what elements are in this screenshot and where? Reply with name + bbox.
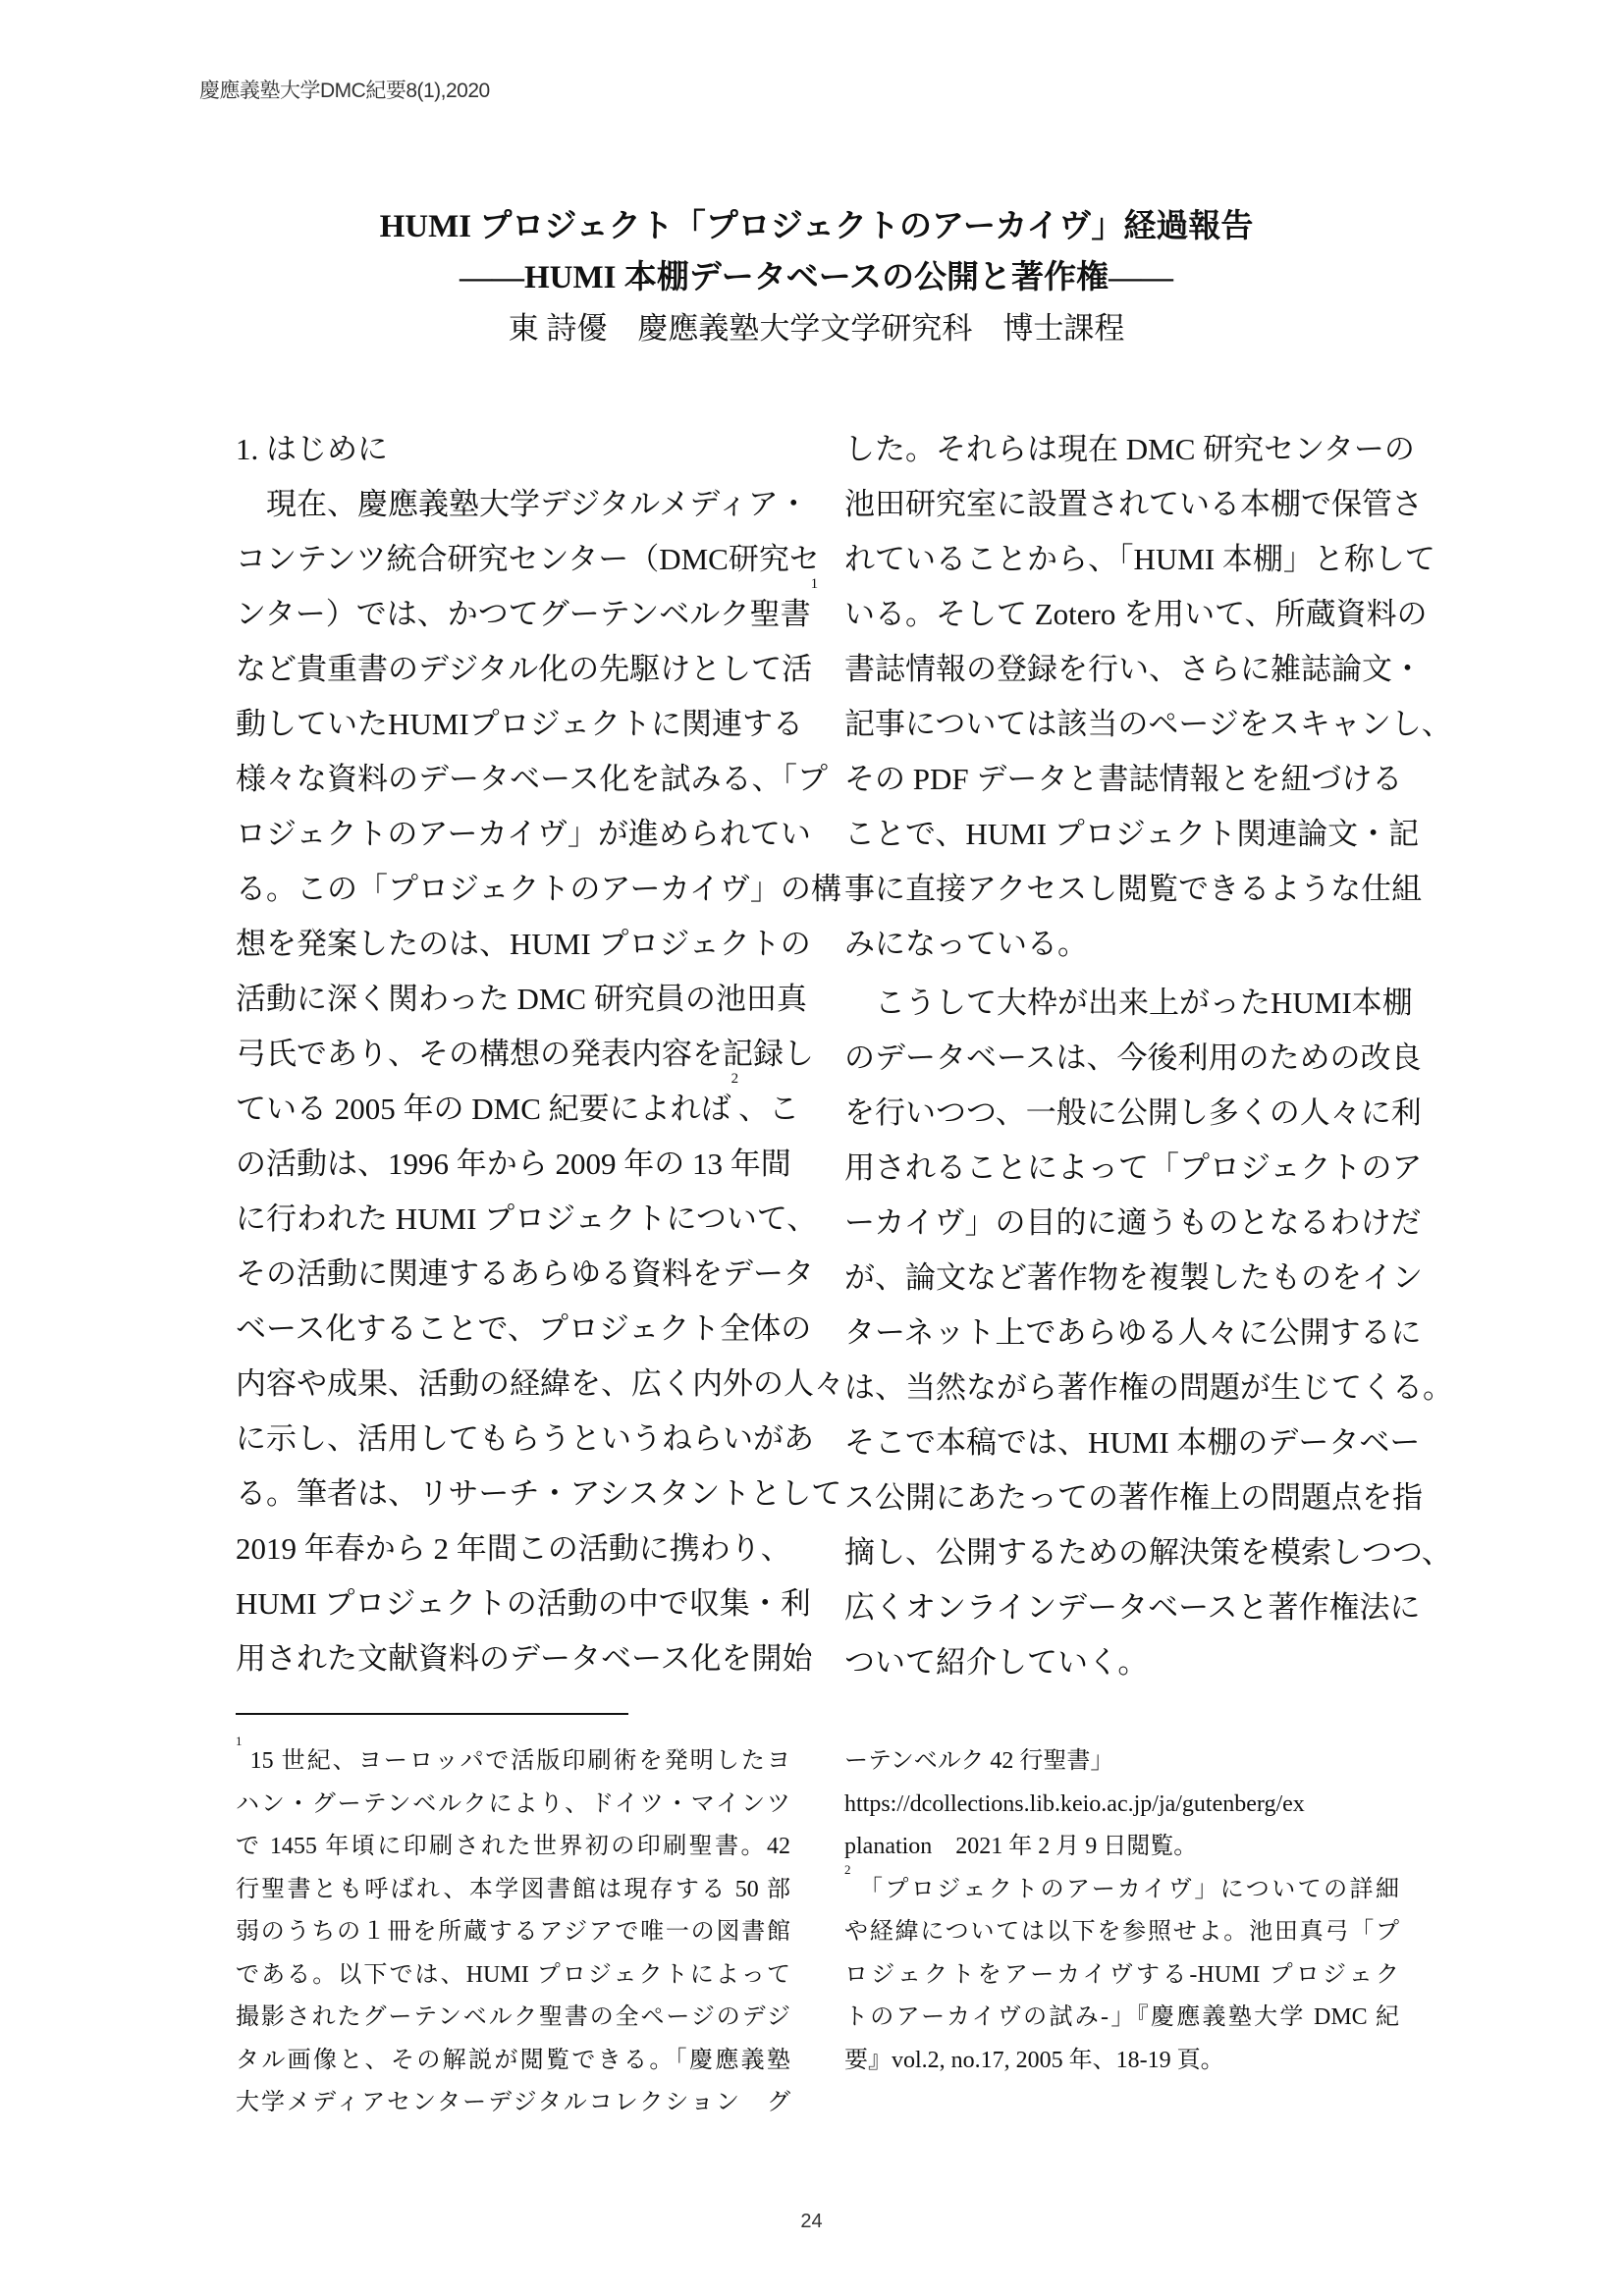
line-text: 摘し、公開するための解決策を模索しつつ、 [844,1535,1452,1570]
line-text: 事に直接アクセスし閲覧できるような仕組 [844,872,1423,906]
line-text: 行聖書とも呼ばれ、本学図書館は現存する 50 部 [236,1876,790,1902]
footnote-line [844,1826,1399,1869]
line-text: ーカイヴ」の目的に適うものとなるわけだ [844,1205,1422,1240]
body-line [236,1247,814,1302]
body-line [236,1467,842,1522]
line-text: こうして大枠が出来上がったHUMI本棚 [844,986,1413,1020]
footnote-line [236,1997,790,2040]
line-text: で 1455 年頃に印刷された世界初の印刷聖書。42 [236,1834,790,1859]
footnote-line [844,1784,1399,1827]
line-text: ロジェクトをアーカイヴする-HUMI プロジェク [844,1961,1399,1988]
body-line [236,1027,814,1082]
page-number: 24 [800,2211,823,2232]
body-line [844,477,1423,532]
body-line [236,532,820,587]
line-text: が、論文など著作物を複製したものをイン [844,1260,1423,1295]
line-text: https://dcollections.lib.keio.ac.jp/ja/gutenberg/ex [844,1790,1305,1817]
line-text: 動していたHUMIプロジェクトに関連する [236,707,804,741]
line-text: など貴重書のデジタル化の先駆けとして活 [236,652,813,686]
body-line [844,697,1452,752]
line-text: を行いつつ、一般に公開し多くの人々に利 [844,1095,1422,1130]
line-text: 要』vol.2, no.17, 2005 年、18-19 頁。 [844,2047,1224,2073]
body-line [236,477,809,532]
body-line [844,1141,1423,1196]
footnote-line [844,1911,1399,1954]
body-line [236,1412,814,1467]
body-line [236,1357,844,1412]
line-text: ことで、HUMI プロジェクト関連論文・記 [844,817,1420,851]
line-text: 撮影されたグーテンベルク聖書の全ページのデジ [236,2004,790,2030]
line-text: 記事については該当のページをスキャンし、 [844,707,1452,741]
line-text: 書誌情報の登録を行い、さらに雑誌論文・ [844,652,1423,686]
footnote-line [844,2040,1399,2083]
body-line [844,917,1396,972]
body-line [236,1192,818,1247]
line-text: である。以下では、HUMI プロジェクトによって [236,1961,790,1988]
footnote-line [236,2040,790,2083]
body-line [236,1576,811,1631]
line-text: 現在、慶應義塾大学デジタルメディア・ [236,487,809,521]
body-line [236,697,804,752]
line-text: ス公開にあたっての著作権上の問題点を指 [844,1480,1423,1515]
body-line [236,807,811,862]
line-text: 2019 年春から 2 年間この活動に携わり、 [236,1531,791,1566]
line-text: 弱のうちの１冊を所蔵するアジアで唯一の図書館 [236,1919,790,1945]
line-text: のデータベースは、今後利用のための改良 [844,1041,1422,1075]
footnote-line [236,1911,790,1954]
body-line [236,642,813,697]
body-line [844,1251,1423,1306]
footnote-line [236,1826,790,1869]
line-text: 「プロジェクトのアーカイヴ」についての詳細 [850,1876,1399,1902]
line-text: した。それらは現在 DMC 研究センターの [844,432,1415,466]
body-column-left [236,422,844,1686]
body-line [844,976,1413,1031]
body-line [844,1525,1452,1580]
line-text: の活動は、1996 年から 2009 年の 13 年間 [236,1147,791,1181]
line-text: 広くオンラインデータベースと著作権法に [844,1590,1421,1625]
line-text: ている 2005 年の DMC 紀要によれば [236,1092,731,1126]
line-text: その PDF データと書誌情報とを紐づける [844,762,1403,796]
line-text: ンター）では、かつてグーテンベルク聖書 [236,597,811,631]
footnote-line [236,1869,790,1912]
body-line [844,587,1428,642]
footnote-line [844,1954,1399,1998]
footnote-line [236,1954,790,1998]
line-text: は、当然ながら著作権の問題が生じてくる。 [844,1370,1453,1405]
body-line [844,1470,1423,1525]
body-line [236,917,811,972]
line-text: ーテンベルク 42 行聖書」 [844,1748,1114,1774]
line-text: コンテンツ統合研究センター（DMC研究セ [236,542,820,576]
line-text: HUMI プロジェクトの活動の中で収集・利 [236,1586,811,1621]
line-text: 弓氏であり、その構想の発表内容を記録し [236,1037,814,1071]
body-line [236,752,828,807]
line-text: る。筆者は、リサーチ・アシスタントとして [236,1476,842,1511]
body-line [844,807,1420,862]
line-text: そこで本稿では、HUMI 本棚のデータベー [844,1425,1421,1460]
line-text: 大学メディアセンターデジタルコレクション グ [236,2090,790,2115]
line-text: ハン・グーテンベルクにより、ドイツ・マインツ [236,1790,790,1817]
body-line [236,1302,812,1357]
footnotes-left [236,1734,790,2125]
footnotes-right [844,1740,1399,2082]
title-block [0,201,1623,354]
footnote-line [844,1861,1399,1912]
body-line [844,1031,1422,1086]
line-text: に行われた HUMI プロジェクトについて、 [236,1201,818,1236]
footnote-marker: 2 [844,1861,851,1877]
line-text: タル画像と、その解説が閲覧できる。「慶應義塾 [236,2047,790,2073]
line-text: に示し、活用してもらうというねらいがあ [236,1421,814,1456]
line-text: 想を発案したのは、HUMI プロジェクトの [236,927,811,961]
line-text: 1. はじめに [236,432,388,466]
article-subtitle: ――HUMI 本棚データベースの公開と著作権―― [459,260,1174,295]
footnote-reference: 1 [810,576,819,592]
footnote-line [236,2082,790,2125]
body-line [844,1635,1396,1690]
line-text: れていることから、「HUMI 本棚」と称して [844,542,1435,576]
body-line [844,532,1435,587]
body-line [844,1196,1422,1251]
running-head: 慶應義塾大学DMC紀要8(1),2020 [199,80,490,102]
body-line [236,1631,813,1686]
body-line [236,862,841,917]
article-author: 東 詩優 慶應義塾大学文学研究科 博士課程 [508,311,1125,346]
line-text: ロジェクトのアーカイヴ」が進められてい [236,817,811,851]
footnote-line [236,1784,790,1827]
line-text: ターネット上であらゆる人々に公開するに [844,1315,1422,1350]
footnote-marker: 1 [236,1734,243,1748]
body-line [236,1522,791,1576]
footnote-reference: 2 [730,1071,739,1087]
line-text: ベース化することで、プロジェクト全体の [236,1311,812,1346]
line-text: 用された文献資料のデータベース化を開始 [236,1641,813,1676]
line-text: みになっている。 [844,927,1088,961]
body-line [236,576,819,642]
line-text: 、こ [738,1092,800,1126]
body-line [236,1137,791,1192]
line-text: ついて紹介していく。 [844,1645,1149,1680]
line-text: る。この「プロジェクトのアーカイヴ」の構 [236,872,841,906]
footnote-separator [236,1713,628,1715]
line-text: 15 世紀、ヨーロッパで活版印刷術を発明したヨ [242,1748,790,1774]
body-line [844,1086,1422,1141]
body-line [844,1415,1421,1470]
line-text: や経緯については以下を参照せよ。池田真弓「プ [844,1919,1399,1945]
line-text: planation 2021 年 2 月 9 日閲覧。 [844,1834,1198,1859]
line-text: いる。そして Zotero を用いて、所蔵資料の [844,597,1428,631]
body-line [236,422,787,477]
body-line [236,972,807,1027]
line-text: 内容や成果、活動の経緯を、広く内外の人々 [236,1366,844,1401]
line-text: 池田研究室に設置されている本棚で保管さ [844,487,1423,521]
body-line [236,1071,800,1137]
article-title: HUMI プロジェクト「プロジェクトのアーカイヴ」経過報告 [379,209,1254,244]
line-text: 用されることによって「プロジェクトのア [844,1150,1423,1185]
body-line [844,752,1403,807]
body-line [844,1580,1421,1635]
line-text: 様々な資料のデータベース化を試みる、「プ [236,762,828,796]
line-text: その活動に関連するあらゆる資料をデータ [236,1256,814,1291]
body-line [844,1361,1453,1415]
footnote-line [236,1734,790,1784]
body-line [844,1306,1422,1361]
line-text: 活動に深く関わった DMC 研究員の池田真 [236,982,807,1016]
line-text: トのアーカイヴの試み-」『慶應義塾大学 DMC 紀 [844,2004,1399,2030]
body-line [844,862,1423,917]
body-line [844,642,1423,697]
footnote-line [844,1740,1399,1784]
footnote-line [844,1997,1399,2040]
body-line [844,422,1415,477]
body-column-right [844,422,1453,1690]
